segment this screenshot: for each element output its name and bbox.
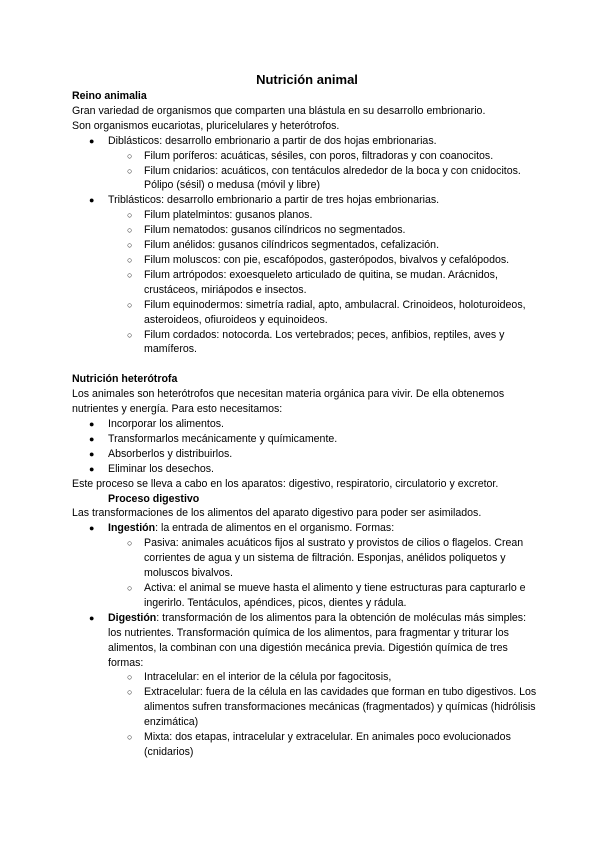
- bullet-icon: ●: [89, 448, 95, 459]
- nutricion-paragraph-1: Los animales son heterótrofos que necesitan materia orgánica para vivir. De ella obtenemos nutrientes y energía. Para esto necesitamos:: [72, 388, 505, 416]
- list-item: ● Absorberlos y distribuirlos.: [89, 447, 233, 460]
- circle-bullet-icon: ○: [127, 329, 133, 340]
- circle-bullet-icon: ○: [127, 732, 133, 743]
- document-page: [72, 72, 542, 760]
- list-item: ○ Intracelular: en el interior de la célula por fagocitosis,: [127, 671, 392, 684]
- page-title: Nutrición animal: [256, 72, 358, 87]
- nutricion-heading: Nutrición heterótrofa: [72, 373, 178, 386]
- nutricion-steps-list: [72, 417, 542, 477]
- list-item: ● Incorporar los alimentos.: [89, 418, 224, 431]
- list-item: ○ Filum cnidarios: acuáticos, con tentáculos alrededor de la boca y con cnidocitos. Pólipo (sésil) o medusa (móvil y libre): [127, 164, 521, 192]
- reino-paragraph-2: Son organismos eucariotas, pluricelulares y heterótrofos.: [72, 119, 340, 132]
- list-item: ○ Pasiva: animales acuáticos fijos al sustrato y provistos de cilios o flagelos. Crean corrientes de agua y un sistema de filtración. Esponjas, anélidos poliquetos y moluscos bivalvos.: [127, 537, 524, 580]
- bullet-icon: ●: [89, 419, 95, 430]
- digestivo-list: [72, 521, 542, 760]
- circle-bullet-icon: ○: [127, 538, 133, 549]
- list-item: ○ Filum cordados: notocorda. Los vertebrados; peces, anfibios, reptiles, aves y mamíferos.: [127, 328, 505, 356]
- reino-paragraph-1: Gran variedad de organismos que comparten una blástula en su desarrollo embrionario.: [72, 104, 486, 117]
- list-item: ○ Extracelular: fuera de la célula en las cavidades que forman en tubo digestivos. Los alimentos sufren transformaciones mecánicas (fragmentados) y químicas (hidrólisis enzimática): [127, 686, 537, 729]
- reino-list: [72, 134, 542, 358]
- bullet-icon: ●: [89, 463, 95, 474]
- nutricion-paragraph-2: Este proceso se lleva a cabo en los aparatos: digestivo, respiratorio, circulatorio y excretor.: [72, 477, 499, 490]
- circle-bullet-icon: ○: [127, 240, 133, 251]
- bullet-icon: ●: [89, 523, 95, 534]
- spacer: [72, 357, 542, 372]
- circle-bullet-icon: ○: [127, 254, 133, 265]
- circle-bullet-icon: ○: [127, 210, 133, 221]
- circle-bullet-icon: ○: [127, 165, 133, 176]
- list-item-digestion: ● Digestión: transformación de los alimentos para la obtención de moléculas más simples: los nutrientes. Transformación química de los alimentos, para fragmentar y triturar los alimentos, la combinan con una digestión mecánica previa. Digestión química de tres formas:: [89, 611, 527, 669]
- list-item: ○ Filum anélidos: gusanos cilíndricos segmentados, cefalización.: [127, 239, 440, 252]
- list-item: ○ Filum platelmintos: gusanos planos.: [127, 209, 313, 222]
- list-item-triblasticos: ● Triblásticos: desarrollo embrionario a partir de tres hojas embrionarias.: [89, 194, 440, 207]
- list-item: ○ Filum poríferos: acuáticas, sésiles, con poros, filtradoras y con coanocitos.: [127, 149, 494, 162]
- bullet-icon: ●: [89, 135, 95, 146]
- digestion-term: Digestión: [108, 611, 157, 624]
- circle-bullet-icon: ○: [127, 150, 133, 161]
- circle-bullet-icon: ○: [127, 269, 133, 280]
- list-item: ○ Mixta: dos etapas, intracelular y extracelular. En animales poco evolucionados (cnidarios): [127, 731, 511, 758]
- list-item: ○ Activa: el animal se mueve hasta el alimento y tiene estructuras para capturarlo e ingerirlo. Tentáculos, apéndices, picos, dientes y rádula.: [127, 582, 526, 609]
- circle-bullet-icon: ○: [127, 225, 133, 236]
- reino-heading: Reino animalia: [72, 90, 147, 102]
- list-item: ○ Filum equinodermos: simetría radial, apto, ambulacral. Crinoideos, holoturoideos, asteroideos, ofiuroideos y equinoideos.: [127, 298, 526, 326]
- circle-bullet-icon: ○: [127, 299, 133, 310]
- list-item: ● Eliminar los desechos.: [89, 462, 214, 475]
- list-item-ingestion: ● Ingestión: la entrada de alimentos en el organismo. Formas:: [89, 522, 395, 535]
- bullet-icon: ●: [89, 612, 95, 623]
- circle-bullet-icon: ○: [127, 672, 133, 683]
- list-item: ○ Filum moluscos: con pie, escafópodos, gasterópodos, bivalvos y cefalópodos.: [127, 253, 510, 266]
- list-item: ○ Filum nematodos: gusanos cilíndricos no segmentados.: [127, 224, 406, 237]
- digestivo-paragraph-1: Las transformaciones de los alimentos del aparato digestivo para poder ser asimilados.: [72, 507, 482, 520]
- circle-bullet-icon: ○: [127, 687, 133, 698]
- ingestion-term: Ingestión: [108, 522, 156, 535]
- circle-bullet-icon: ○: [127, 583, 133, 593]
- list-item: ○ Filum artrópodos: exoesqueleto articulado de quitina, se mudan. Arácnidos, crustáceos, miriápodos e insectos.: [127, 268, 498, 296]
- bullet-icon: ●: [89, 195, 95, 206]
- bullet-icon: ●: [89, 433, 95, 444]
- list-item: ● Transformarlos mecánicamente y químicamente.: [89, 432, 338, 445]
- list-item-diblasticos: ● Diblásticos: desarrollo embrionario a partir de dos hojas embrionarias.: [89, 134, 437, 147]
- digestivo-heading: Proceso digestivo: [108, 492, 200, 505]
